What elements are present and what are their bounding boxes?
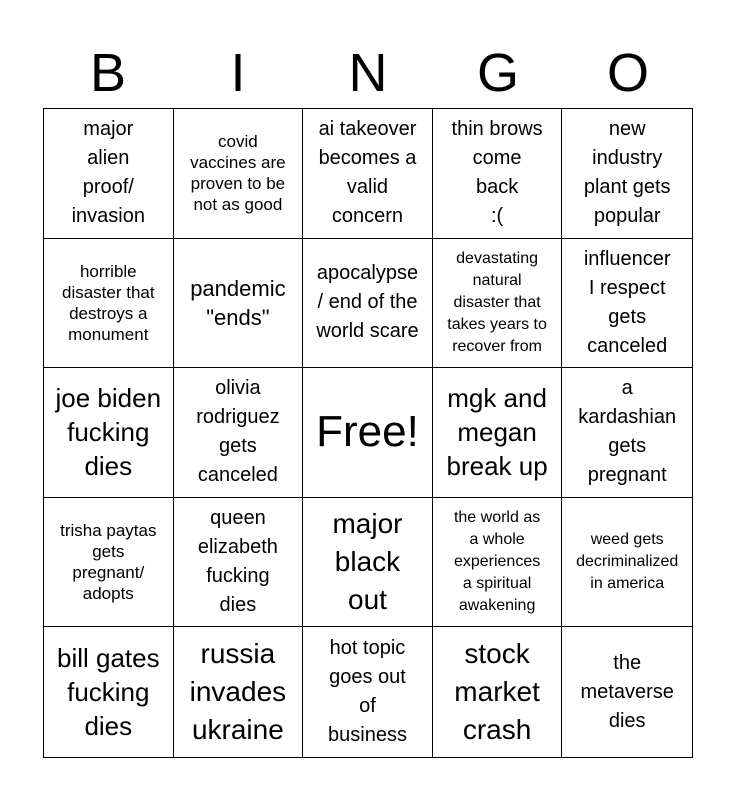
cell-text: apocalypse / end of the world scare: [316, 262, 419, 343]
cell-text: thin brows come back :(: [451, 118, 543, 228]
bingo-cell-n2[interactable]: [303, 239, 433, 369]
bingo-cell-g1[interactable]: [433, 109, 563, 239]
cell-text: new industry plant gets popular: [583, 118, 671, 228]
bingo-cell-n1[interactable]: [303, 109, 433, 239]
cell-text: covid vaccines are proven to be not as good: [190, 132, 286, 215]
bingo-cell-i5[interactable]: [174, 627, 304, 757]
header-letter-i: I: [230, 43, 246, 103]
cell-text: major black out: [332, 508, 403, 616]
cell-text: major alien proof/ invasion: [71, 118, 145, 228]
header-letter-g: G: [476, 43, 519, 103]
bingo-cell-n5[interactable]: [303, 627, 433, 757]
cell-text: pandemic "ends": [190, 275, 286, 330]
bingo-cell-b1[interactable]: [44, 109, 174, 239]
cell-text: olivia rodriguez gets canceled: [196, 377, 280, 487]
bingo-cell-b2[interactable]: [44, 239, 174, 369]
cell-text: joe biden fucking dies: [55, 383, 162, 482]
cell-text: queen elizabeth fucking dies: [197, 507, 278, 617]
bingo-cell-g4[interactable]: [433, 498, 563, 628]
bingo-cell-g5[interactable]: [433, 627, 563, 757]
bingo-cell-o2[interactable]: [562, 239, 692, 369]
bingo-cell-g2[interactable]: [433, 239, 563, 369]
header-letter-b: B: [89, 43, 127, 103]
bingo-board: [43, 108, 693, 758]
cell-text: russia invades ukraine: [189, 638, 287, 746]
cell-text: ai takeover becomes a valid concern: [318, 118, 417, 228]
bingo-header: [43, 40, 693, 106]
cell-text: hot topic goes out of business: [328, 637, 407, 747]
bingo-cell-b3[interactable]: [44, 368, 174, 498]
cell-text: bill gates fucking dies: [56, 643, 160, 742]
free-space-text: Free!: [316, 407, 419, 457]
bingo-cell-b4[interactable]: [44, 498, 174, 628]
cell-text: the world as a whole experiences a spiritual awakening: [453, 509, 541, 615]
bingo-cell-o1[interactable]: [562, 109, 692, 239]
cell-text: a kardashian gets pregnant: [578, 377, 677, 487]
bingo-cell-free[interactable]: [303, 368, 433, 498]
cell-text: devastating natural disaster that takes years to recover from: [447, 249, 547, 355]
bingo-cell-o5[interactable]: [562, 627, 692, 757]
bingo-cell-g3[interactable]: [433, 368, 563, 498]
cell-text: the metaverse dies: [580, 651, 674, 732]
bingo-cell-o4[interactable]: [562, 498, 692, 628]
cell-text: stock market crash: [454, 638, 540, 746]
cell-text: influencer I respect gets canceled: [583, 247, 671, 357]
bingo-cell-n4[interactable]: [303, 498, 433, 628]
bingo-cell-o3[interactable]: [562, 368, 692, 498]
cell-text: weed gets decriminalized in america: [576, 531, 679, 593]
bingo-cell-b5[interactable]: [44, 627, 174, 757]
header-letter-o: O: [606, 43, 649, 103]
bingo-cell-i4[interactable]: [174, 498, 304, 628]
header-letter-n: N: [348, 43, 388, 103]
cell-text: trisha paytas gets pregnant/ adopts: [60, 521, 157, 604]
bingo-cell-i2[interactable]: [174, 239, 304, 369]
cell-text: mgk and megan break up: [446, 383, 548, 482]
cell-text: horrible disaster that destroys a monument: [61, 261, 155, 344]
bingo-cell-i3[interactable]: [174, 368, 304, 498]
bingo-cell-i1[interactable]: [174, 109, 304, 239]
